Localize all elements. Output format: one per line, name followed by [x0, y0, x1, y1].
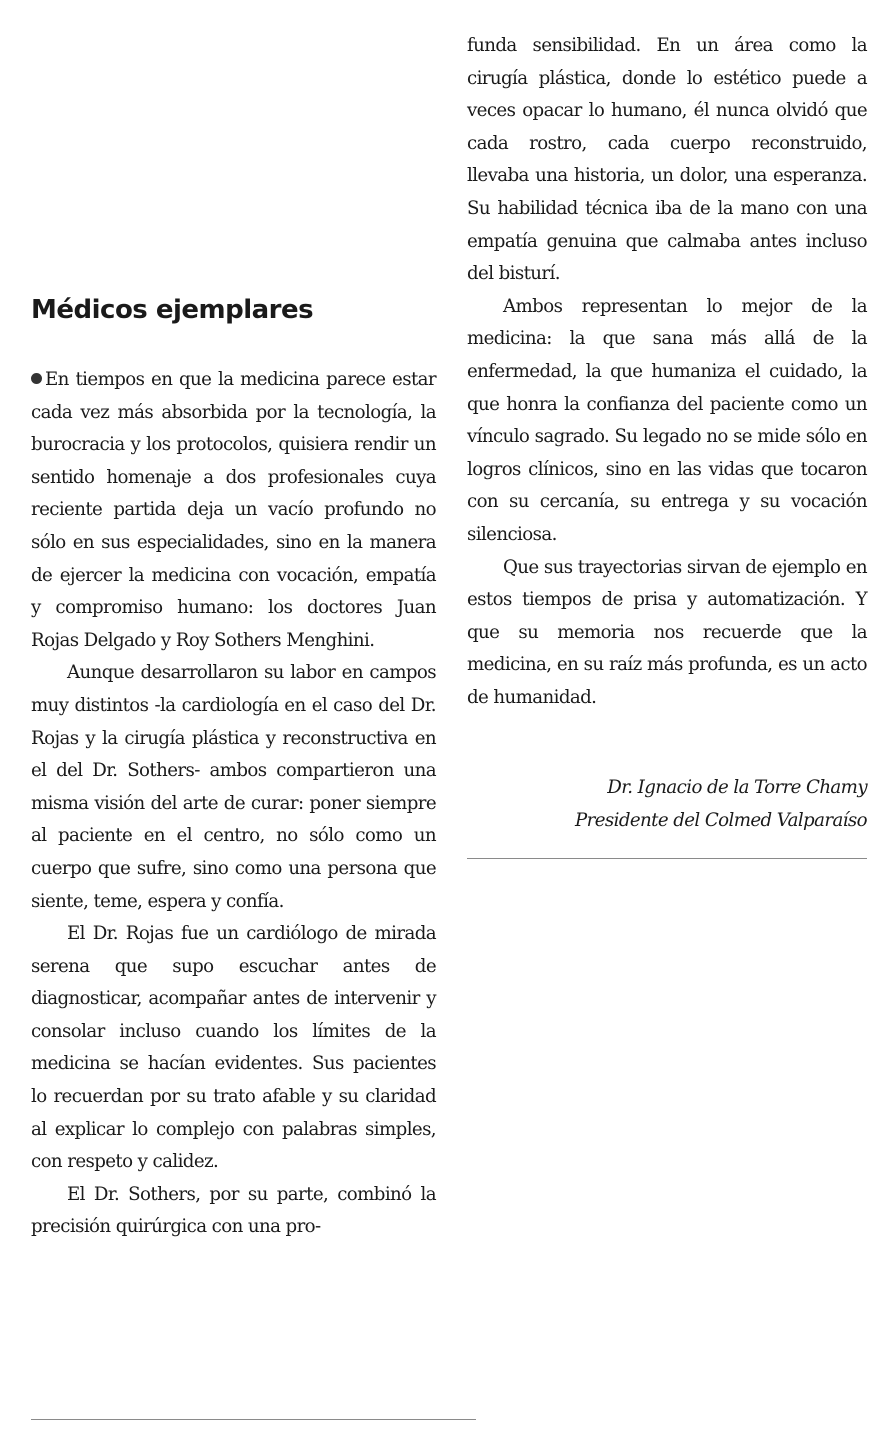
paragraph-4-continued: funda sensibilidad. En un área como la cirugía plástica, donde lo estético puede a veces opacar lo humano, él nunca olvidó que cada rostro, cada cuerpo reconstruido, llevaba una historia, un dolor, una esperanza. Su habilidad técnica iba de la mano con una empatía genuina que calmaba antes incluso del bisturí. [467, 35, 867, 285]
signature-role: Presidente del Colmed Valparaíso [575, 810, 867, 832]
paragraph-6: Que sus trayectorias sirvan de ejemplo en estos tiempos de prisa y automatización. Y que su memoria nos recuerde que la medicina, en su raíz más profunda, es un acto de humanidad. [467, 556, 867, 708]
signature-block [467, 772, 867, 837]
paragraph-1-text: En tiempos en que la medicina parece estar cada vez más absorbida por la tecnología, la burocracia y los protocolos, quisiera rendir un sentido homenaje a dos profesionales cuya reciente partida deja un vacío profundo no sólo en sus especialidades, sino en la manera de ejercer la medicina con vocación, empatía y compromiso humano: los doctores Juan Rojas Delgado y Roy Sothers Menghini. [31, 369, 436, 651]
article-title: Médicos ejemplares [31, 295, 314, 325]
bottom-divider [31, 1419, 476, 1420]
paragraph-2: Aunque desarrollaron su labor en campos muy distintos -la cardiología en el caso del Dr. Rojas y la cirugía plástica y reconstructiva en el del Dr. Sothers- ambos compartieron una misma visión del arte de curar: poner siempre al paciente en el centro, no sólo como un cuerpo que sufre, sino como una persona que siente, teme, espera y confía. [31, 662, 436, 912]
right-divider [467, 858, 867, 859]
left-body [31, 364, 436, 1244]
paragraph-1 [31, 364, 436, 657]
paragraph-5: Ambos representan lo mejor de la medicina: la que sana más allá de la enfermedad, la que humaniza el cuidado, la que honra la confianza del paciente como un vínculo sagrado. Su legado no se mide sólo en logros clínicos, sino en las vidas que tocaron con su cercanía, su entrega y su vocación silenciosa. [467, 295, 867, 545]
left-column [31, 0, 436, 1440]
bullet-icon [31, 373, 42, 384]
right-column [467, 30, 867, 859]
paragraph-4-start: El Dr. Sothers, por su parte, combinó la precisión quirúrgica con una pro- [31, 1183, 436, 1238]
signature-name: Dr. Ignacio de la Torre Chamy [607, 777, 867, 799]
paragraph-3: El Dr. Rojas fue un cardiólogo de mirada serena que supo escuchar antes de diagnosticar, acompañar antes de intervenir y consolar incluso cuando los límites de la medicina se hacían evidentes. Sus pacientes lo recuerdan por su trato afable y su claridad al explicar lo complejo con palabras simples, con respeto y calidez. [31, 923, 436, 1173]
